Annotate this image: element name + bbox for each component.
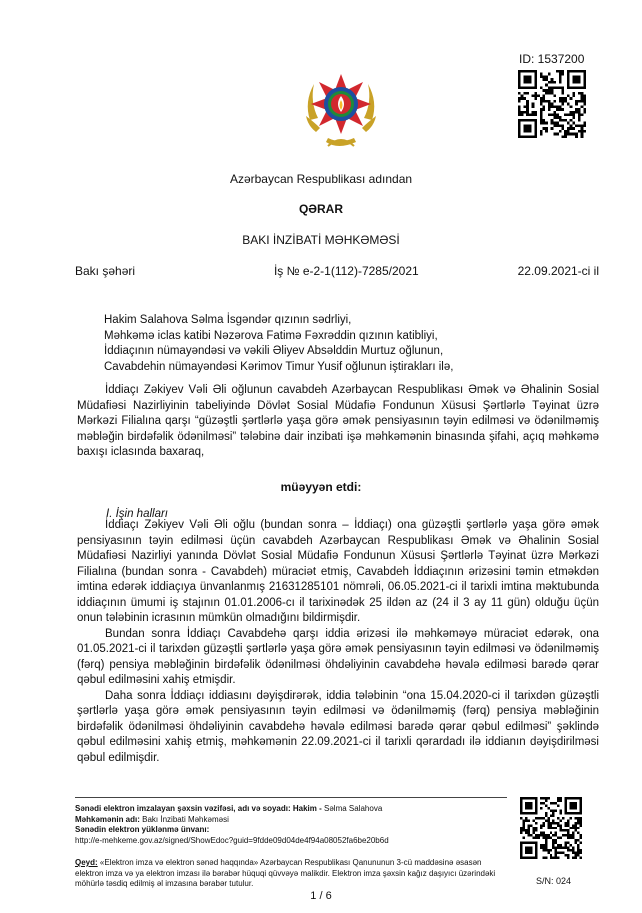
address-label: Sənədin elektron yüklənmə ünvanı: (75, 825, 210, 834)
document-title: QƏRAR (298, 202, 344, 216)
page-number: 1 / 6 (310, 890, 332, 902)
footer-note (75, 858, 507, 890)
body-paragraph: İddiaçı Zəkiyev Vəli Əli oğlu (bundan sonra – İddiaçı) ona güzəştli şərtlərlə yaşa görə əmək pensiyasının təyin edilməsi üçün cavabdeh Azərbaycan Respublikası Əmək və Əhalinin Sosial Müdafiəsi Nazirliyi yanında Dövlət Sosial Müdafiə Fondunun Xüsusi Şərtlərlə Təyinat üzrə Mərkəzi Filialına (bundan sonra - Cavabdeh) müraciət etmiş, Cavabdeh İddiaçının ərizəsini təmin etməkdən imtina edərək iddiaçıya ünvanlanmış 21631285101 nömrəli, 06.05.2021-ci il tarixli imtina məktubunda iddiaçının ümumi iş stajının 01.01.2006-cı il tarixinədək 25 ildən az (24 il 3 ay 11 gün) olduğu üçün onun tələbinin icrasının mümkün olmadığını bildirmişdir. (77, 519, 599, 624)
footer-signature (75, 804, 507, 846)
footer-divider (75, 797, 507, 798)
participant-line: Məhkəmə iclas katibi Nəzərova Fatimə Fəxrəddin qızının katibliyi, (104, 329, 438, 342)
body-paragraph: Daha sonra İddiaçı iddiasını dəyişdirərək, iddia tələbinin “ona 15.04.2020-ci il tarixdən güzəştli şərtlərlə yaşa görə əmək pensiyasının təyin edilməsi və ödənilməmiş (fərq) pensiya məbləğinin birdəfəlik ödənilməsi öhdəliyinin cavabdehə həvalə edilməsi barədə qərar qəbul edilməsi” şəklində qəbul edilməsini xahiş etmiş, məhkəmənin 22.09.2021-ci il tarixli qərardadı ilə iddianın dəyişdirilməsi qəbul edilmişdir. (77, 689, 599, 764)
section-title: I. İşin halları (106, 508, 168, 520)
issuer-line: Azərbaycan Respublikası adından (229, 172, 413, 186)
document-id: ID: 1537200 (519, 52, 585, 66)
signer-label: Sənədi elektron imzalayan şəxsin vəzifəsi, adı və soyadı: Hakim - (75, 804, 322, 813)
case-number: İş № e-2-1(112)-7285/2021 (273, 264, 419, 278)
court-name: BAKI İNZİBATİ MƏHKƏMƏSİ (242, 233, 400, 247)
participant-line: Cavabdehin nümayəndəsi Kərimov Timur Yusif oğlunun iştirakları ilə, (104, 360, 454, 373)
intro-paragraph: İddiaçı Zəkiyev Vəli Əli oğlunun cavabdeh Azərbaycan Respublikası Əmək və Əhalinin Sosial Müdafiəsi Nazirliyinin tabeliyində Dövlət Sosial Müdafiə Fondunun Xüsusi Şərtlərlə Təyinat üzrə Mərkəzi Filialına qarşı “güzəştli şərtlərlə yaşa görə əmək pensiyasının təyin edilməsi və ödənilməmiş məbləğin birdəfəlik ödənilməsi” tələbinə dair inzibati işə məhkəmənin binasında şifahi, açıq məhkəmə baxışı iclasında baxaraq, (77, 384, 599, 458)
qr-code-bottom (520, 797, 582, 859)
body-paragraph: Bundan sonra İddiaçı Cavabdehə qarşı iddia ərizəsi ilə məhkəməyə müraciət edərək, ona 01.05.2021-ci il tarixdən güzəştli şərtlərlə yaşa görə əmək pensiyasının təyin edilməsi və ödənilməmiş (fərq) pensiya məbləğinin birdəfəlik ödənilməsi öhdəliyinin cavabdehə həvalə edilməsi barədə qərar qəbul edilməsini xahiş etmişdir. (77, 627, 599, 686)
document-url[interactable]: http://e-mehkeme.gov.az/signed/ShowEdoc?guid=9fdde09d04de4f94a08052fa6be20b6d (75, 835, 389, 845)
participant-line: İddiaçının nümayəndəsi və vəkili Əliyev Absəlddin Murtuz oğlunun, (104, 345, 444, 357)
case-meta-row (75, 264, 599, 278)
body-text (77, 518, 599, 766)
established-heading: müəyyən etdi: (280, 480, 362, 494)
signer-name: Səlma Salahova (324, 804, 383, 813)
serial-number: S/N: 024 (536, 876, 572, 886)
state-emblem-icon (298, 62, 384, 154)
participant-line: Hakim Salahova Səlma İsgəndər qızının sədrliyi, (104, 314, 352, 326)
qr-code-top (518, 70, 586, 138)
court-label: Məhkəmənin adı: (75, 814, 140, 824)
footer-court-name: Bakı İnzibati Məhkəməsi (142, 814, 229, 824)
intro-paragraph-block (77, 383, 599, 461)
place: Bakı şəhəri (75, 264, 136, 278)
participants-list (104, 313, 453, 375)
note-text: «Elektron imza və elektron sənəd haqqında» Azərbaycan Respublikası Qanununun 3-cü maddəsinə əsasən elektron imza və ya elektron imzası ilə bərabər hüquqi qüvvəyə malikdir. Elektron imza şəxsin kağız daşıyıcı üzərindəki möhürlə təsdiq edilmiş əl imzasına bərabər tutulur. (75, 858, 496, 888)
decision-date: 22.09.2021-ci il (517, 264, 599, 278)
note-label: Qeyd: (75, 858, 98, 867)
